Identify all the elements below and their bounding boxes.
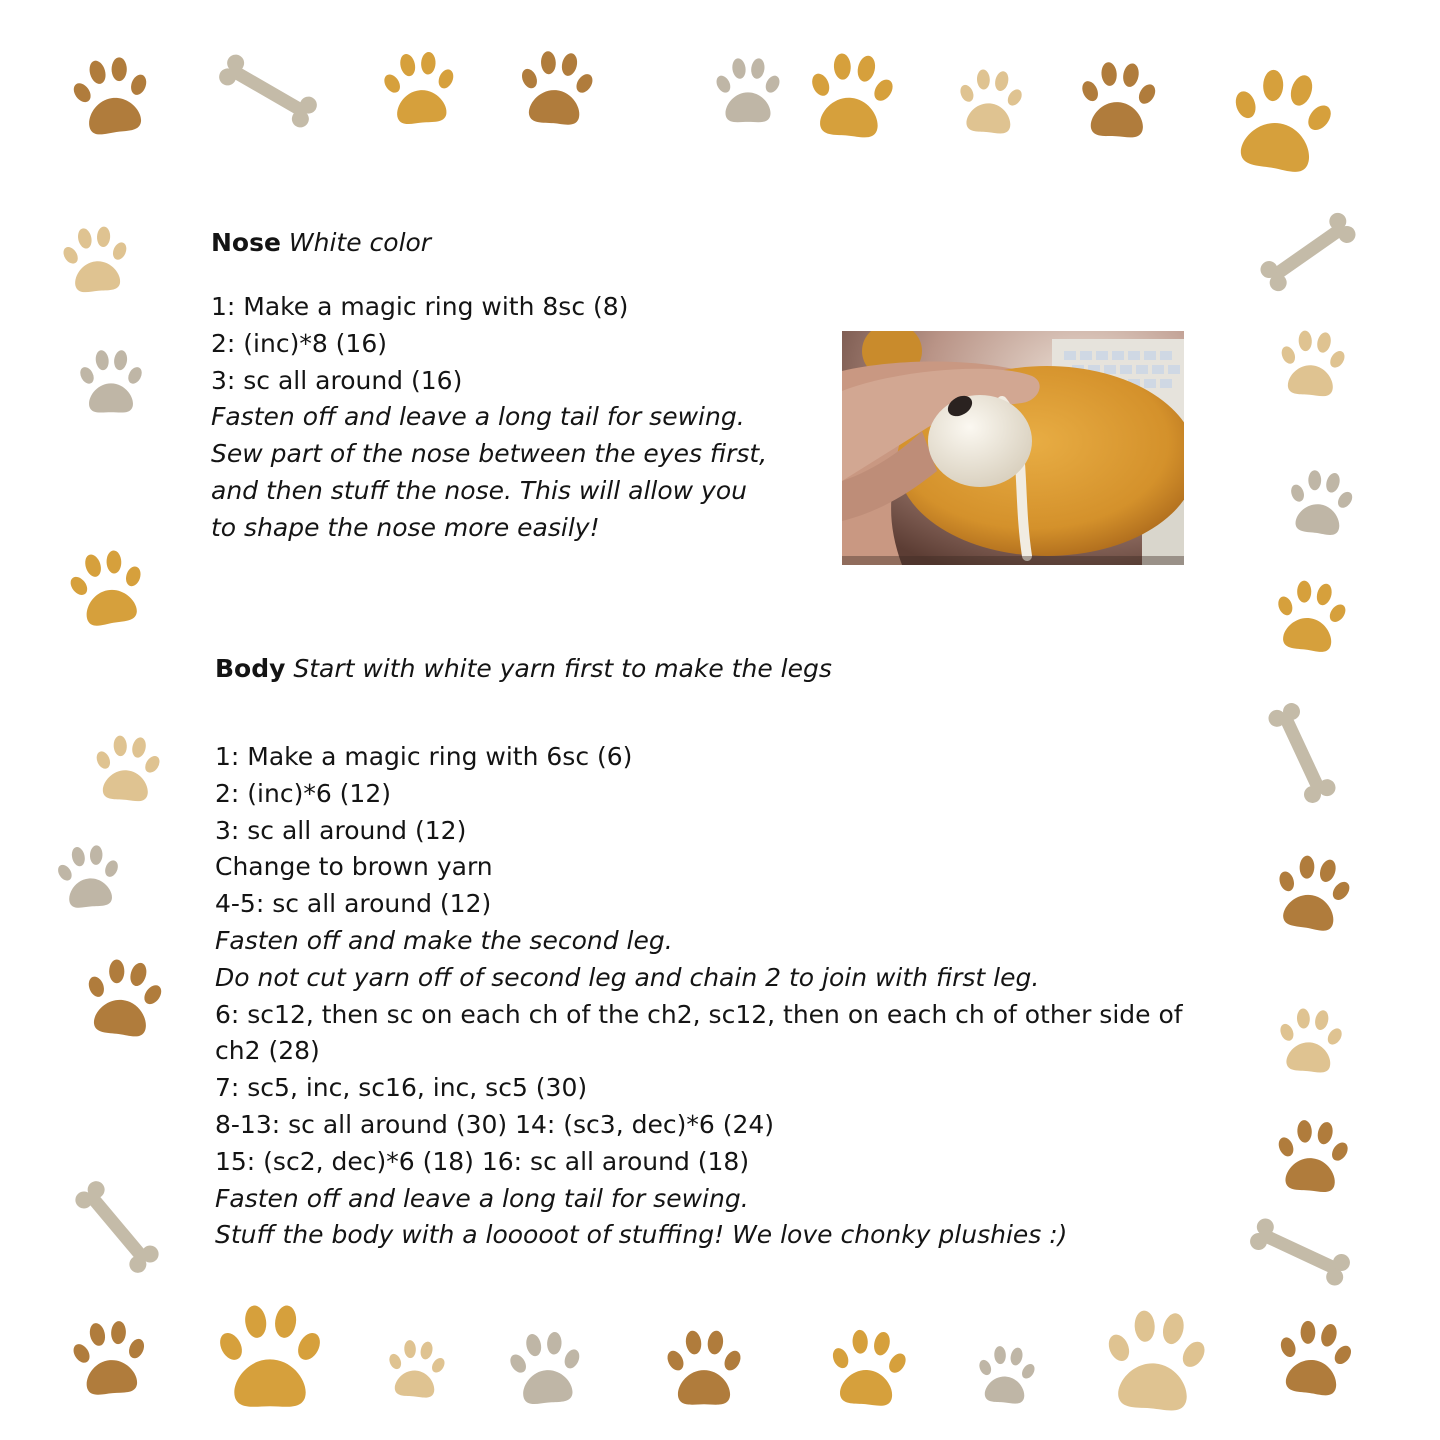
paw-print-icon [1099,1306,1212,1413]
instruction-row: 6: sc12, then sc on each ch of the ch2, sc12, then on each ch of other side of [215,999,1183,1029]
plushie-photo-image [842,331,1184,565]
plushie-photo [842,331,1184,565]
instruction-row: 3: sc all around (12) [215,815,467,845]
paw-print-icon [826,1326,912,1408]
instruction-note: Fasten off and make the second leg. [215,925,673,955]
paw-print-icon [1077,60,1160,139]
nose-section [211,228,811,547]
paw-print-icon [1221,62,1341,177]
instruction-row: 4-5: sc all around (12) [215,889,492,919]
instruction-note: Fasten off and leave a long tail for sewing. [215,1183,749,1213]
paw-print-icon [379,49,460,126]
paw-print-icon [90,733,164,803]
paw-print-icon [1274,1006,1346,1075]
instruction-note: Fasten off and leave a long tail for sewing. [211,402,745,432]
instruction-row: 1: Make a magic ring with 8sc (8) [211,292,629,321]
instruction-note: and then stuff the nose. This will allow you [211,475,747,505]
instruction-note: Do not cut yarn off of second leg and chain 2 to join with first leg. [215,962,1040,992]
dog-bone-icon [216,51,320,130]
paw-print-icon [505,1329,586,1406]
instruction-row: 2: (inc)*8 (16) [211,328,387,358]
body-heading [215,654,1225,684]
paw-print-icon [1269,850,1357,935]
paw-print-icon [1272,1316,1358,1399]
dog-bone-icon [1257,210,1359,295]
paw-print-icon [714,58,783,123]
body-subtitle: Start with white yarn first to make the legs [293,654,832,683]
instruction-row: 1: Make a magic ring with 6sc (6) [215,742,633,771]
paw-print-icon [954,67,1026,136]
body-title: Body [215,654,286,683]
dog-bone-icon [1247,1216,1352,1289]
instruction-row: 3: sc all around (16) [211,365,463,395]
paw-print-icon [54,843,124,910]
body-instructions [215,739,1225,1254]
dog-bone-icon [1266,700,1339,805]
paw-print-icon [515,48,598,127]
nose-title: Nose [211,228,281,257]
instruction-row: 2: (inc)*6 (12) [215,778,391,808]
nose-instructions [211,289,811,547]
paw-print-icon [664,1330,743,1405]
instruction-row: 15: (sc2, dec)*6 (18) 16: sc all around (18) [215,1146,750,1176]
body-section [215,654,1225,1254]
nose-heading [211,228,811,258]
instruction-note: Stuff the body with a looooot of stuffing! We love chonky plushies :) [215,1220,1068,1250]
nose-subtitle: White color [288,228,432,257]
paw-print-icon [1275,328,1349,398]
instruction-note: Sew part of the nose between the eyes first, [211,439,768,469]
paw-print-icon [1269,576,1351,655]
paw-print-icon [79,955,168,1040]
paw-print-icon [59,224,133,294]
instruction-row: 8-13: sc all around (30) 14: (sc3, dec)*6 (24) [215,1109,775,1139]
instruction-note: to shape the nose more easily! [211,512,600,542]
instruction-row: Change to brown yarn [215,852,493,882]
paw-print-icon [1283,466,1358,538]
dog-bone-icon [72,1178,162,1277]
paw-print-icon [67,53,156,138]
paw-print-icon [974,1343,1039,1405]
paw-print-icon [384,1337,449,1399]
instruction-row: ch2 (28) [215,1036,320,1066]
paw-print-icon [78,349,145,412]
paw-print-icon [804,50,899,140]
instruction-row: 7: sc5, inc, sc16, inc, sc5 (30) [215,1073,588,1103]
paw-print-icon [1272,1117,1353,1194]
paw-print-icon [68,1318,151,1397]
paw-print-icon [63,545,151,630]
paw-print-icon [216,1304,325,1407]
